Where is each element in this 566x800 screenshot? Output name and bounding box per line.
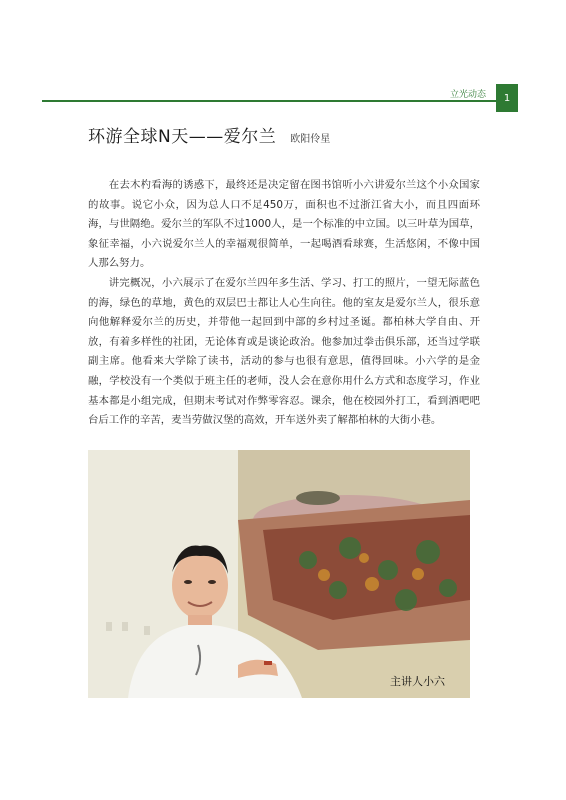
article-title: 环游全球N天——爱尔兰 <box>88 127 277 147</box>
speaker-photo <box>88 450 470 698</box>
page-number-badge: 1 <box>496 84 518 112</box>
header-rule <box>42 100 496 102</box>
photo-caption: 主讲人小六 <box>390 675 445 688</box>
title-row <box>88 122 488 147</box>
section-label: 立光动态 <box>449 90 486 100</box>
article-body <box>88 176 480 431</box>
paragraph: 讲完概况，小六展示了在爱尔兰四年多生活、学习、打工的照片，一望无际蓝色的海，绿色的草地，黄色的双层巴士都让人心生向往。他的室友是爱尔兰人，很乐意向他解释爱尔兰的历史，并带他一起回到中部的乡村过圣诞。都柏林大学自由、开放，有着多样性的社团，无论体育或是谈论政治。他参加过拳击俱乐部，还当过学联副主席。他看来大学除了读书，活动的参与也很有意思，值得回味。小六学的是金融，学校没有一个类似于班主任的老师，没人会在意你用什么方式和态度学习，作业基本都是小组完成，但期末考试对作弊零容忍。课余，他在校园外打工，看到酒吧吧台后工作的辛苦，麦当劳做汉堡的高效，开车送外卖了解都柏林的大街小巷。 <box>88 276 480 427</box>
paragraph: 在去木杓看海的诱惑下，最终还是决定留在图书馆听小六讲爱尔兰这个小众国家的故事。说它小众，因为总人口不足450万，面积也不过浙江省大小，而且四面环海，与世隔绝。爱尔兰的军队不过1000人，是一个标准的中立国。以三叶草为国草，象征幸福，小六说爱尔兰人的幸福观很简单，一起喝酒看球赛，生活悠闲，不像中国人那么努力。 <box>88 179 480 270</box>
article-author: 欧阳伶星 <box>290 134 331 145</box>
